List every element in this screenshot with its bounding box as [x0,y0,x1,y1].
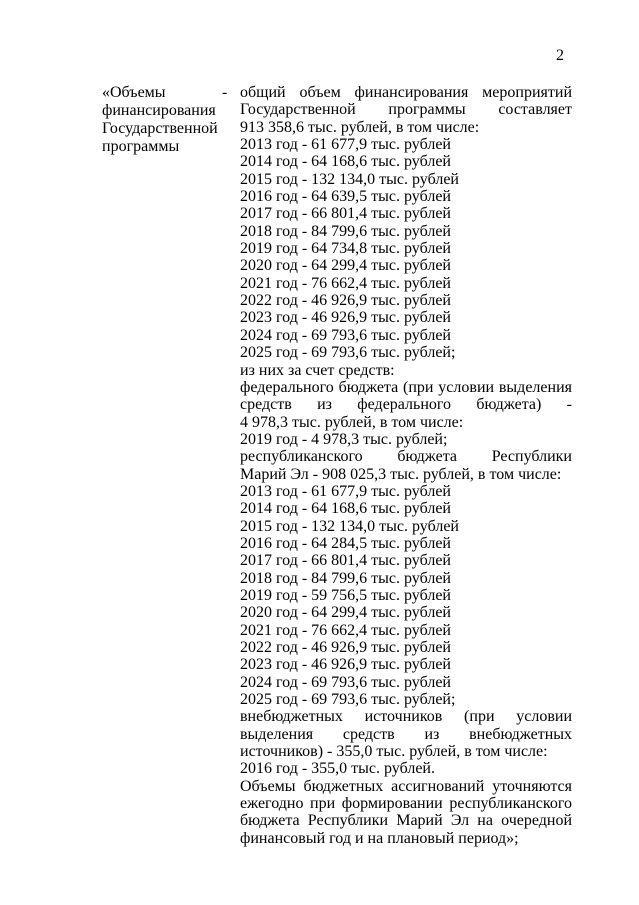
section-label-line: финансирования [102,102,216,119]
text-line: Марий Эл - 908 025,3 тыс. рублей, в том числе: [240,465,562,483]
text-line: из них за счет средств: [240,361,395,379]
text-line: выделения средств из внебюджетных [240,725,572,743]
text-line: 2019 год - 64 734,8 тыс. рублей [240,240,451,258]
text-line: 2024 год - 69 793,6 тыс. рублей [240,326,451,344]
text-line: 2016 год - 64 639,5 тыс. рублей [240,188,451,206]
text-line: 2021 год - 76 662,4 тыс. рублей [240,621,451,639]
text-line: источников) - 355,0 тыс. рублей, в том числе: [240,743,548,761]
text-line: ежегодно при формировании республиканского [240,795,572,813]
section-label-line: программы [102,138,180,155]
text-line: 2013 год - 61 677,9 тыс. рублей [240,136,451,154]
text-line: республиканского бюджета Республики [240,448,572,466]
text-line: 2017 год - 66 801,4 тыс. рублей [240,552,451,570]
text-line: 2022 год - 46 926,9 тыс. рублей [240,639,451,656]
text-line: 2023 год - 46 926,9 тыс. рублей [240,656,451,674]
text-line: 2015 год - 132 134,0 тыс. рублей [240,517,459,535]
text-line: 2019 год - 59 756,5 тыс. рублей [240,586,451,604]
text-line: 2014 год - 64 168,6 тыс. рублей [240,500,451,518]
text-line: Государственной программы составляет [240,101,572,119]
text-line: средств из федерального бюджета) - [240,396,572,414]
text-line: 2025 год - 69 793,6 тыс. рублей; [240,344,456,362]
text-line: общий объем финансирования мероприятий [240,84,572,101]
text-line: 2015 год - 132 134,0 тыс. рублей [240,170,459,188]
section-label-line: Государственной [102,120,218,137]
text-line: 2020 год - 64 299,4 тыс. рублей [240,257,451,275]
text-line: 2021 год - 76 662,4 тыс. рублей [240,274,451,292]
text-line: 2014 год - 64 168,6 тыс. рублей [240,153,451,171]
text-line: 2024 год - 69 793,6 тыс. рублей [240,673,451,691]
text-line: 2018 год - 84 799,6 тыс. рублей [240,569,451,587]
text-line: 2025 год - 69 793,6 тыс. рублей; [240,691,456,709]
text-line: бюджета Республики Марий Эл на очередной [240,812,572,830]
label-dash: - [222,84,228,101]
text-line: федерального бюджета (при условии выделения [240,378,572,396]
text-line: 913 358,6 тыс. рублей, в том числе: [240,118,480,136]
page-number: 2 [556,47,564,64]
section-label [102,84,228,156]
section-label-line: «Объемы [102,84,166,101]
text-line: 2016 год - 64 284,5 тыс. рублей [240,534,451,552]
text-line: 2016 год - 355,0 тыс. рублей. [240,760,435,778]
text-line: внебюджетных источников (при условии [240,708,572,726]
text-line: 2022 год - 46 926,9 тыс. рублей [240,292,451,310]
text-line: 2023 год - 46 926,9 тыс. рублей [240,309,451,327]
text-line: 2017 год - 66 801,4 тыс. рублей [240,205,451,223]
text-line: Объемы бюджетных ассигнований уточняются [240,777,572,795]
text-line: 2013 год - 61 677,9 тыс. рублей [240,482,451,500]
text-line: 4 978,3 тыс. рублей, в том числе: [240,413,464,431]
text-line: 2020 год - 64 299,4 тыс. рублей [240,604,451,622]
text-line: 2019 год - 4 978,3 тыс. рублей; [240,430,448,448]
text-line: финансовый год и на плановый период»; [240,829,519,847]
text-line: 2018 год - 84 799,6 тыс. рублей [240,222,451,240]
financing-text [240,84,572,847]
